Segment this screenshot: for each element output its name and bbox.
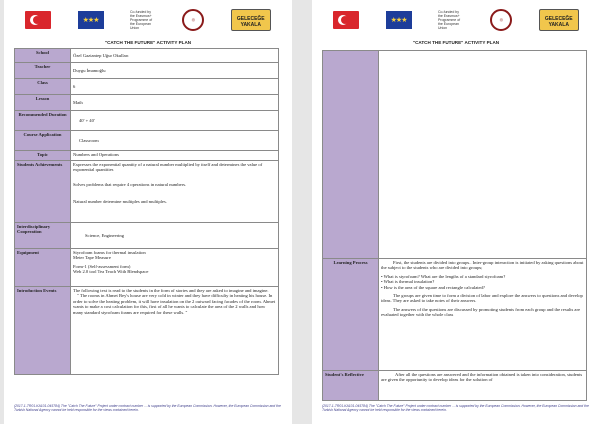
eu-flag-icon: ★★★: [78, 11, 104, 29]
insulation-photo: [379, 51, 587, 259]
duration-value: 40' + 40': [71, 111, 279, 131]
logo-bar: [312, 4, 600, 36]
duration-label: Recommended Duration: [15, 111, 71, 131]
row-interdisciplinary: [15, 223, 279, 249]
school-seal-icon: ◎: [182, 9, 204, 31]
equipment-item: Meter Tape Measure: [73, 255, 111, 261]
class-value: 6: [71, 79, 279, 95]
school-seal-icon: ◎: [490, 9, 512, 31]
document-title: "CATCH THE FUTURE" ACTIVITY PLAN: [104, 40, 192, 45]
teacher-value: Duygu İmamoğlu: [71, 63, 279, 79]
learning-question: • How is the area of the square and rectangle calculated?: [381, 284, 485, 290]
lesson-value: Math: [71, 95, 279, 111]
achievement-3: Natural number determine multiples and multiples.: [73, 199, 167, 205]
achievement-2: Solves problems that require 4 operations in natural numbers.: [73, 181, 187, 187]
activity-plan-table: [14, 48, 279, 375]
equipment-item: Styrofoam foams for thermal insulation: [73, 250, 146, 255]
introduction-value: [71, 287, 279, 375]
achievements-label: Students Achievements: [15, 161, 71, 223]
cofunded-text: Co-funded by the Erasmus+ Programme of the European Union: [129, 10, 153, 30]
row-duration: [15, 111, 279, 131]
turkish-flag-icon: [25, 11, 51, 29]
photo-row-label: [323, 51, 379, 259]
row-achievements: [15, 161, 279, 223]
row-teacher: [15, 63, 279, 79]
logo-bar: [4, 4, 292, 36]
row-equipment: [15, 249, 279, 287]
equipment-item: Form-1 (Self-assessment form): [73, 263, 131, 269]
row-school: [15, 49, 279, 63]
achievements-value: [71, 161, 279, 223]
cofunded-text: Co-funded by the Erasmus+ Programme of the European Union: [437, 10, 461, 30]
reflective-value: After all the questions are answered and the information obtained is taken into consideration, students are given the opportunity to develop ideas for the solution of: [379, 371, 587, 401]
topic-value: Numbers and Operations: [71, 151, 279, 161]
learning-paragraph-3: The answers of the questions are discussed by promoting students from each group and the results are evaluated together with the whole class: [381, 306, 581, 318]
row-topic: [15, 151, 279, 161]
school-label: School: [15, 49, 71, 63]
brand-logo: GELECEĞE YAKALA: [539, 9, 579, 31]
activity-plan-table-continued: [322, 50, 587, 401]
row-reflective: [323, 371, 587, 401]
learning-process-label: Learning Process: [323, 259, 379, 371]
interdisciplinary-label: Interdisciplinary Cooperation: [15, 223, 71, 249]
row-photo: [323, 51, 587, 259]
row-introduction: [15, 287, 279, 375]
learning-paragraph-2: The groups are given time to form a division of labor and explore the answers to questions and develop ideas. They are asked to take notes of their answers.: [381, 293, 583, 304]
right-page: [312, 0, 600, 424]
learning-question: • What is thermal insulation?: [381, 279, 435, 285]
achievement-1: Expresses the exponential quantity of a natural number multiplied by itself and determines the value of exponential quantities: [73, 162, 263, 173]
learning-process-value: [379, 259, 587, 371]
introduction-text-1: The following text is read to the students in the form of stories and they are asked to imagine and imagine.: [73, 288, 269, 293]
course-label: Course Application: [15, 131, 71, 151]
learning-question: • What is styrofoam? What are the lengths of a standard styrofoam?: [381, 273, 506, 279]
row-course: [15, 131, 279, 151]
class-label: Class: [15, 79, 71, 95]
teacher-label: Teacher: [15, 63, 71, 79]
brand-logo: GELECEĞE YAKALA: [231, 9, 271, 31]
equipment-item: Web 2.0 tool Tea Teach With Blendspace: [73, 269, 149, 275]
lesson-label: Lesson: [15, 95, 71, 111]
learning-paragraph-1: First, the students are divided into groups.. Inter-group interaction is initiated by asking questions about the subject to the students who are divided into groups;: [381, 260, 584, 271]
left-page: [4, 0, 292, 424]
eu-flag-icon: ★★★: [386, 11, 412, 29]
equipment-value: [71, 249, 279, 287]
introduction-label: Introduction Events: [15, 287, 71, 375]
interdisciplinary-value: Science, Engineering: [71, 223, 279, 249]
row-lesson: [15, 95, 279, 111]
footer-disclaimer: (2017-1-TR01-KA101-045784) The "Catch The Future" Project under contract number ... is supported by the European Commission. However, the European Commission and the Turkish National Agency cannot be held responsible for the views contained herein.: [14, 404, 281, 413]
topic-label: Topic: [15, 151, 71, 161]
footer-disclaimer: (2017-1-TR01-KA101-045784) The "Catch The Future" Project under contract number ... is supported by the European Commission. However, the European Commission and the Turkish National Agency cannot be held responsible for the views contained herein.: [322, 404, 589, 413]
course-value: Classroom: [71, 131, 279, 151]
row-learning-process: [323, 259, 587, 371]
document-title: "CATCH THE FUTURE" ACTIVITY PLAN: [412, 40, 500, 45]
turkish-flag-icon: [333, 11, 359, 29]
school-value: Özel Gaziantep Uğur Okulları: [71, 49, 279, 63]
reflective-label: Student's Reflective: [323, 371, 379, 401]
row-class: [15, 79, 279, 95]
equipment-label: Equipment: [15, 249, 71, 287]
introduction-text-2: " The rooms in Ahmet Bey's house are very cold in winter and they have difficulty in heating his house. In order to solve the heating problem, it will have insulation on the 2 outward facing facades of the room. Ahmet wants to make a cost calculation for this, first of all he wants to calculate the area of the 2 walls and how many standard styrofoam foams are required for these walls. ": [73, 293, 276, 315]
